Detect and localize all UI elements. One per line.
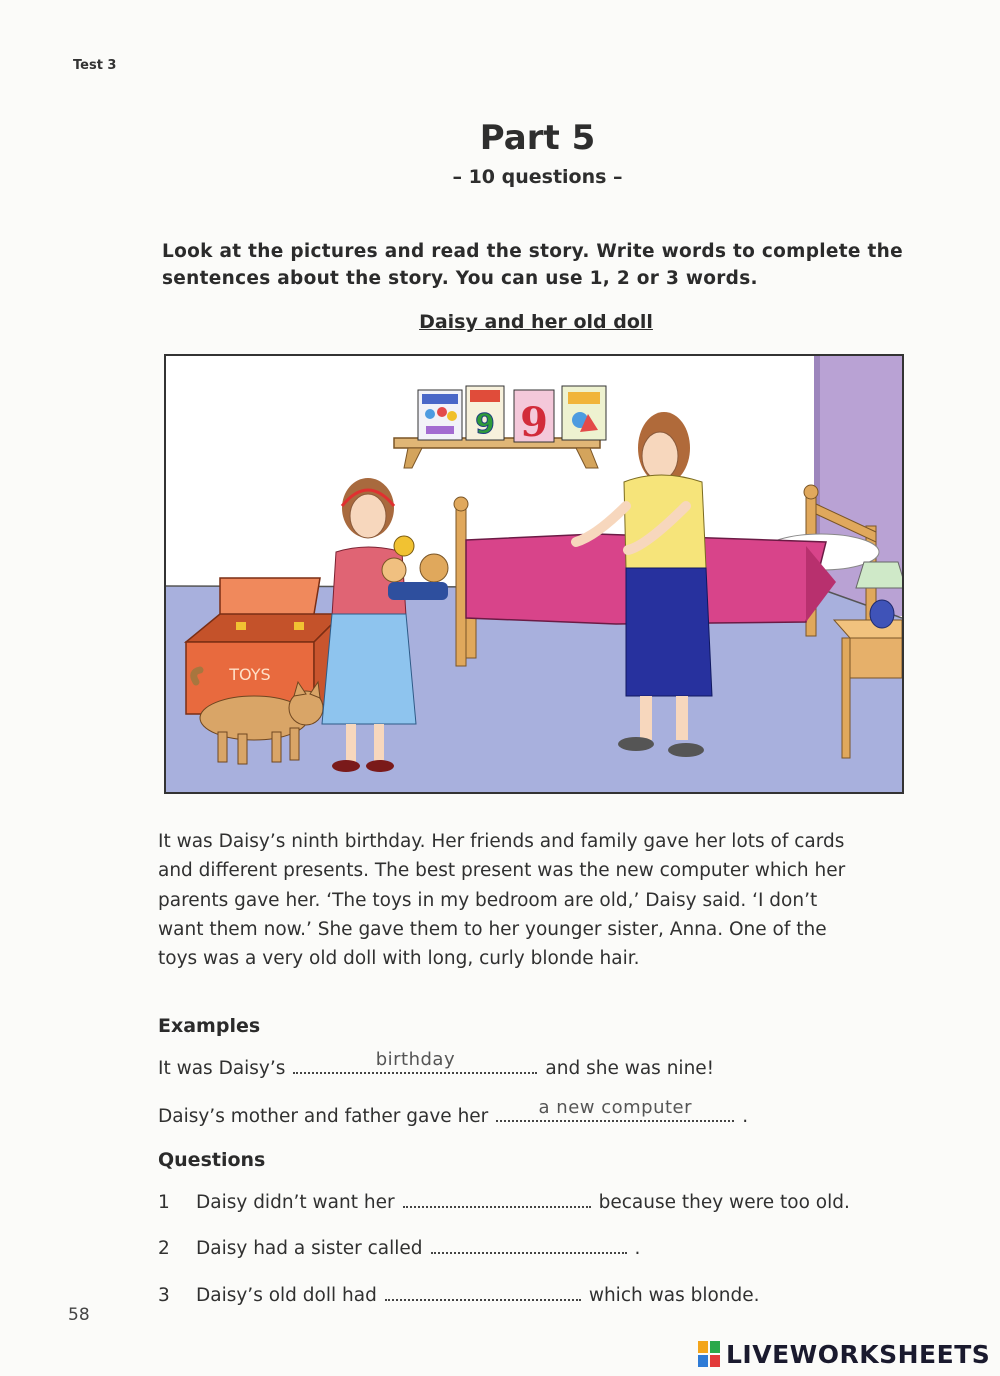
question-3 [158,1281,760,1306]
story-line: want them now.’ She gave them to her younger sister, Anna. One of the [158,918,827,940]
test-label: Test 3 [73,58,117,73]
liveworksheets-logo[interactable] [698,1340,990,1368]
question-text-after: because they were too old. [598,1192,850,1213]
question-2 [158,1234,640,1259]
page-number: 58 [68,1305,90,1325]
story-line: toys was a very old doll with long, curly blonde hair. [158,948,640,970]
example-text-after: and she was nine! [545,1058,715,1079]
instructions: Look at the pictures and read the story. Write words to complete the sentences about the story. You can use 1, 2 or 3 words. [162,241,903,289]
question-number: 1 [158,1192,170,1213]
question-1-answer-input[interactable] [403,1188,591,1208]
story-line: parents gave her. ‘The toys in my bedroom are old,’ Daisy said. ‘I don’t [158,889,818,911]
toy-box-label: TOYS [229,665,271,684]
card-number-2: 9 [520,399,548,446]
story-illustration [164,354,904,794]
question-text-after: . [634,1238,641,1259]
question-number: 3 [158,1285,170,1306]
card-number: 9 [475,407,495,440]
story-line: It was Daisy’s ninth birthday. Her friends and family gave her lots of cards [158,831,845,852]
example-text-before: Daisy’s mother and father gave her [158,1106,489,1127]
question-text-before: Daisy’s old doll had [196,1285,377,1306]
bedroom-scene [166,356,902,792]
question-text-before: Daisy didn’t want her [196,1192,395,1213]
example-2 [158,1097,749,1127]
part-title: Part 5 [479,118,596,158]
questions-heading: Questions [158,1149,266,1171]
example-answer-field [293,1049,537,1074]
example-answer-field [496,1097,734,1122]
example-answer: a new computer [538,1097,693,1118]
question-2-answer-input[interactable] [431,1234,627,1254]
example-text-before: It was Daisy’s [158,1058,286,1079]
liveworksheets-icon [698,1341,720,1367]
story-title: Daisy and her old doll [419,311,653,333]
example-1 [158,1049,715,1079]
story-text [158,827,918,973]
question-text-before: Daisy had a sister called [196,1238,423,1259]
question-1 [158,1188,850,1213]
example-answer: birthday [375,1049,456,1070]
brand-name: LIVEWORKSHEETS [726,1339,991,1369]
question-text-after: which was blonde. [588,1285,760,1306]
question-3-answer-input[interactable] [385,1281,581,1301]
part-subtitle: – 10 questions – [452,166,623,188]
question-number: 2 [158,1238,170,1259]
example-text-after: . [742,1106,749,1127]
examples-heading: Examples [158,1015,261,1037]
story-line: and different presents. The best present was the new computer which her [158,860,846,882]
